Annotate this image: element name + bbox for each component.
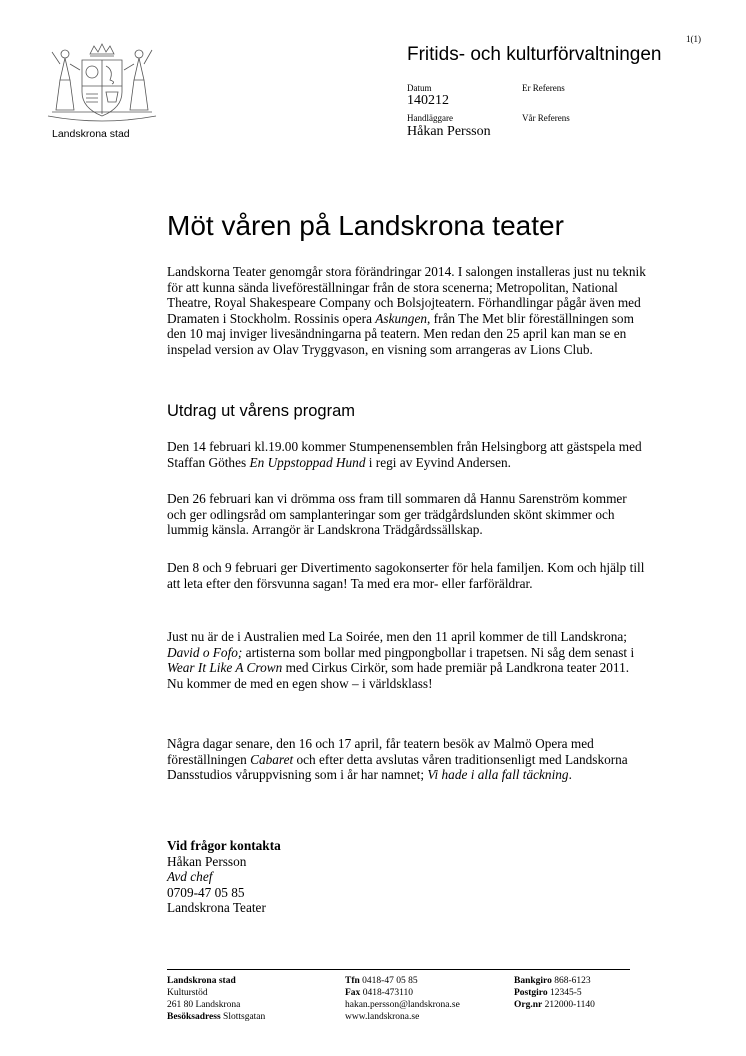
program-item-1: Den 14 februari kl.19.00 kommer Stumpenensemblen från Helsingborg att gästspela med Staffan Göthes En Uppstoppad Hund i regi av Eyvind Andersen. — [167, 439, 642, 470]
intro-paragraph: Landskorna Teater genomgår stora förändringar 2014. I salongen installeras just nu teknik för att kunna sända liveföreställningar från de stora scenerna; Metropolitan, National Theatre, Royal Shakespeare Company och Bolsjojteatern. Förhandlingar pågår även med Dramaten i Stockholm. Rossinis opera Askungen, från The Met blir föreställningen som den 10 maj inviger livesändningarna på teatern. Men redan den 25 april kan man se en inspelad version av Olav Tryggvason, en visning som arrangeras av Lions Club. — [167, 264, 646, 357]
program-item-5: Några dagar senare, den 16 och 17 april, får teatern besök av Malmö Opera med föreställningen Cabaret och efter detta avslutas våren traditionsenligt med Landskorna Dansstudios våruppvisning som i år har namnet; Vi hade i alla fall täckning. — [167, 736, 628, 782]
program-item-3: Den 8 och 9 februari ger Divertimento sagokonserter för hela familjen. Kom och hjälp till att leta efter den försvunna sagan! Ta med era mor- eller farföräldrar. — [167, 560, 645, 591]
section-heading: Utdrag ut vårens program — [167, 402, 356, 420]
contact-heading: Vid frågor kontakta — [167, 838, 281, 853]
contact-org: Landskrona Teater — [167, 900, 266, 915]
footer-col-banking: Bankgiro 868-6123 Postgiro 12345-5 Org.nr 212000-1140 — [514, 976, 595, 1010]
datum-value: 140212 — [407, 93, 449, 108]
contact-name: Håkan Persson — [167, 853, 247, 869]
contact-role: Avd chef — [167, 869, 213, 884]
program-item-4: Just nu är de i Australien med La Soirée, men den 11 april kommer de till Landskrona; David o Fofo; artisterna som bollar med pingpongbollar i trapetsen. Ni såg dem senast i Wear It Like A Crown med Cirkus Cirkör, som hade premiär på Landkrona teater 2011. Nu kommer de med en egen show – i världsklass! — [167, 629, 635, 691]
contact-phone: 0709-47 05 85 — [167, 884, 245, 900]
footer-col-contact: Tfn 0418-47 05 85 Fax 0418-473110 hakan.persson@landskrona.se www.landskrona.se — [345, 976, 460, 1022]
footer-web: www.landskrona.se — [345, 1012, 420, 1022]
footer-email: hakan.persson@landskrona.se — [345, 1000, 460, 1010]
logo-text: Landskrona stad — [52, 128, 130, 140]
department-name: Fritids- och kulturförvaltningen — [407, 44, 662, 65]
footer-col-address: Landskrona stad Kulturstöd 261 80 Landskrona Besöksadress Slottsgatan — [167, 976, 266, 1022]
datum-label: Datum — [407, 83, 432, 93]
contact-block — [167, 838, 281, 916]
program-item-2: Den 26 februari kan vi drömma oss fram till sommaren då Hannu Sarenström kommer och ger odlingsråd om samplanteringar som ger trädgårdslunden skönt skimmer och lummig känsla. Arrangör är Landskrona Trädgårdssällskap. — [167, 491, 627, 537]
er-referens-label: Er Referens — [522, 83, 565, 93]
page-title: Möt våren på Landskrona teater — [167, 210, 564, 241]
handlaggare-value: Håkan Persson — [407, 124, 491, 139]
var-referens-label: Vår Referens — [522, 113, 570, 123]
page-number: 1(1) — [686, 34, 701, 44]
footer-divider — [167, 969, 630, 970]
handlaggare-label: Handläggare — [407, 113, 453, 123]
